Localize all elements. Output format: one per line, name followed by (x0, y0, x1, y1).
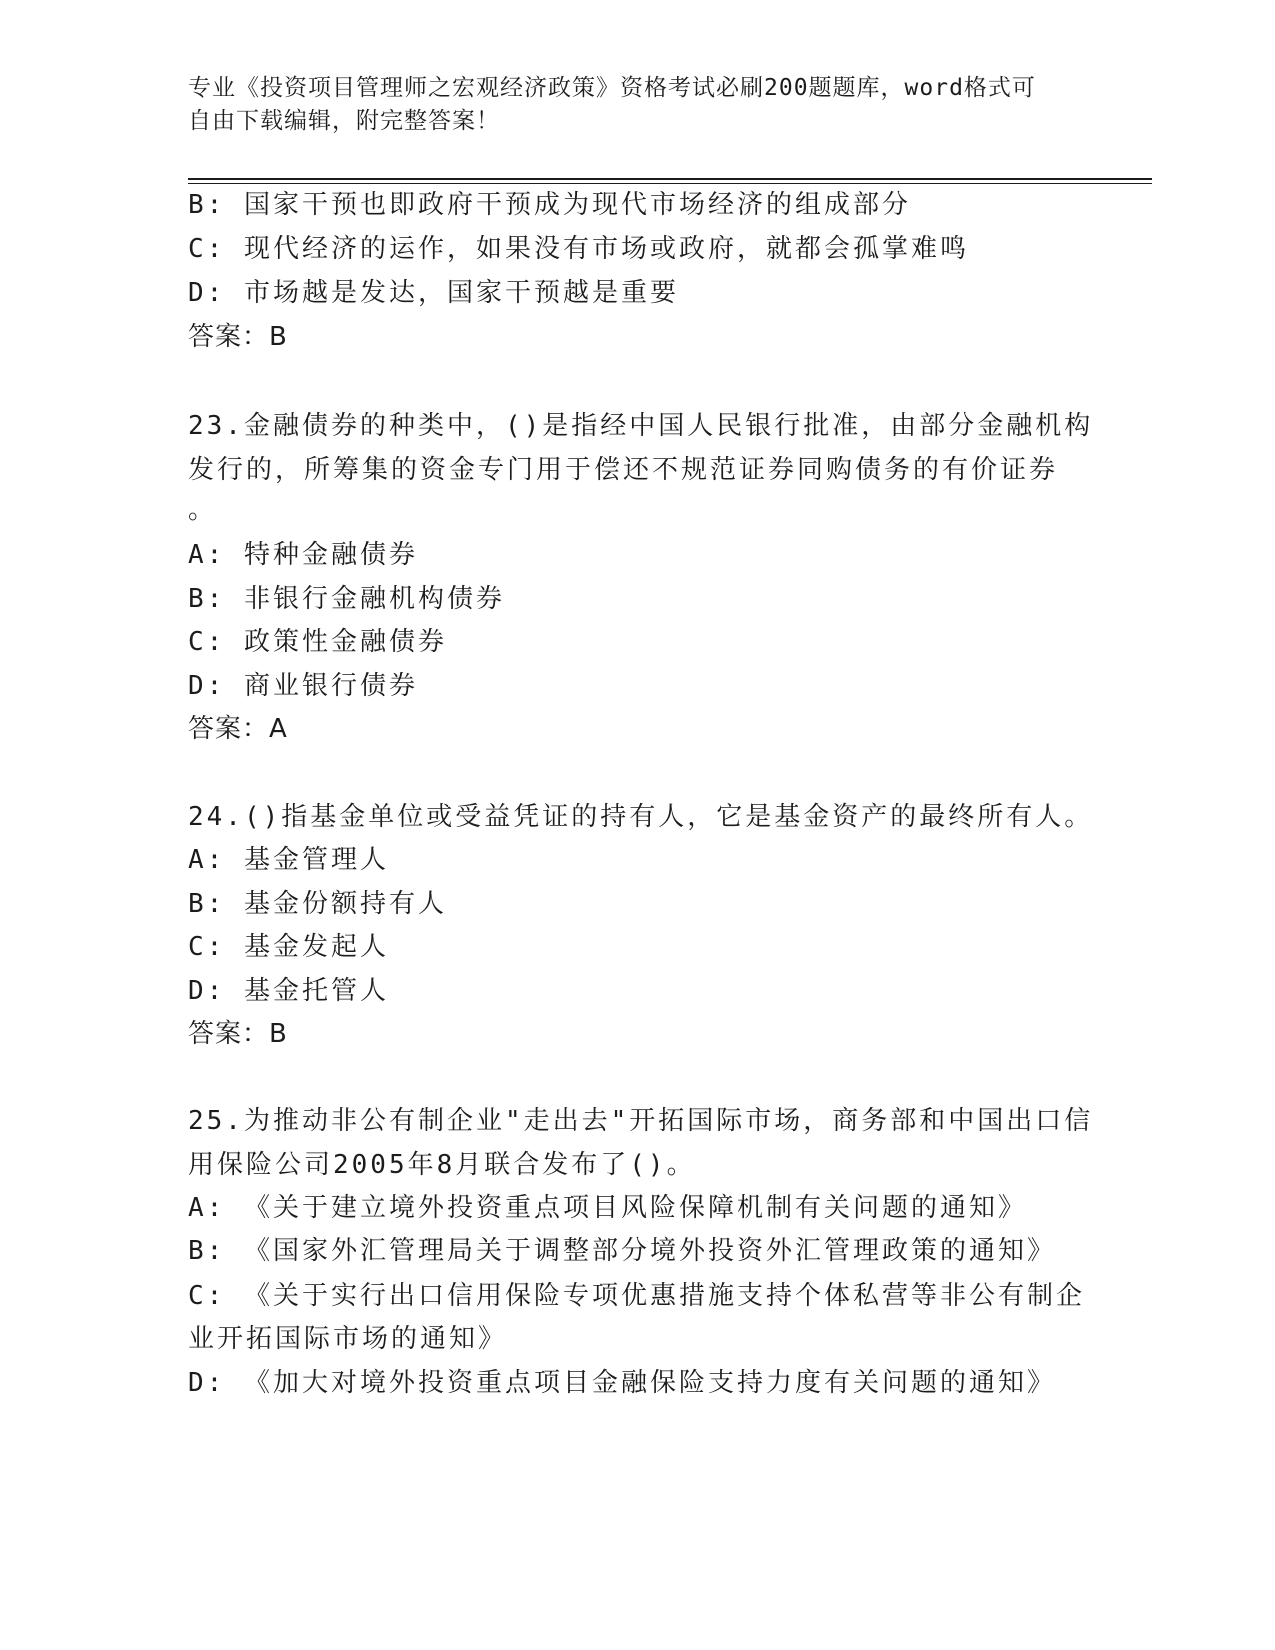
header-line-2: 自由下载编辑，附完整答案！ (188, 108, 500, 134)
q23-option-c: C: 政策性金融债券 (188, 627, 447, 657)
header-divider-thin (188, 183, 1152, 184)
q23-option-d: D: 商业银行债券 (188, 671, 418, 701)
q25-option-c-line-2: 业开拓国际市场的通知》 (188, 1324, 508, 1354)
q23-stem-line-1: 23.金融债券的种类中，()是指经中国人民银行批准，由部分金融机构 (188, 411, 1094, 441)
q25-option-b: B: 《国家外汇管理局关于调整部分境外投资外汇管理政策的通知》 (188, 1236, 1056, 1266)
q23-option-b: B: 非银行金融机构债券 (188, 584, 505, 614)
q23-stem-line-3: 。 (188, 495, 218, 525)
q23-stem-line-2: 发行的，所筹集的资金专门用于偿还不规范证券同购债务的有价证券 (188, 455, 1059, 485)
q23-answer: 答案：A (188, 714, 288, 744)
q22-option-b: B: 国家干预也即政府干预成为现代市场经济的组成部分 (188, 190, 911, 220)
header-text (188, 72, 1068, 138)
header-line-1: 专业《投资项目管理师之宏观经济政策》资格考试必刷200题题库，word格式可 (188, 75, 1036, 101)
q22-option-d: D: 市场越是发达，国家干预越是重要 (188, 278, 679, 308)
q25-option-c-line-1: C: 《关于实行出口信用保险专项优惠措施支持个体私营等非公有制企 (188, 1281, 1085, 1311)
header-divider-thick (188, 178, 1152, 180)
q24-option-d: D: 基金托管人 (188, 976, 389, 1006)
q23-option-a: A: 特种金融债券 (188, 540, 418, 570)
q24-option-c: C: 基金发起人 (188, 932, 389, 962)
q25-stem-line-2: 用保险公司2005年8月联合发布了()。 (188, 1150, 696, 1180)
q25-stem-line-1: 25.为推动非公有制企业"走出去"开拓国际市场，商务部和中国出口信 (188, 1106, 1094, 1136)
q24-option-b: B: 基金份额持有人 (188, 889, 447, 919)
q24-stem-line-1: 24.()指基金单位或受益凭证的持有人，它是基金资产的最终所有人。 (188, 802, 1094, 832)
q25-option-d: D: 《加大对境外投资重点项目金融保险支持力度有关问题的通知》 (188, 1368, 1056, 1398)
q22-option-c: C: 现代经济的运作，如果没有市场或政府，就都会孤掌难鸣 (188, 234, 969, 264)
q24-answer: 答案：B (188, 1019, 288, 1049)
q25-option-a: A: 《关于建立境外投资重点项目风险保障机制有关问题的通知》 (188, 1193, 1027, 1223)
q24-option-a: A: 基金管理人 (188, 845, 389, 875)
q22-answer: 答案：B (188, 322, 288, 352)
